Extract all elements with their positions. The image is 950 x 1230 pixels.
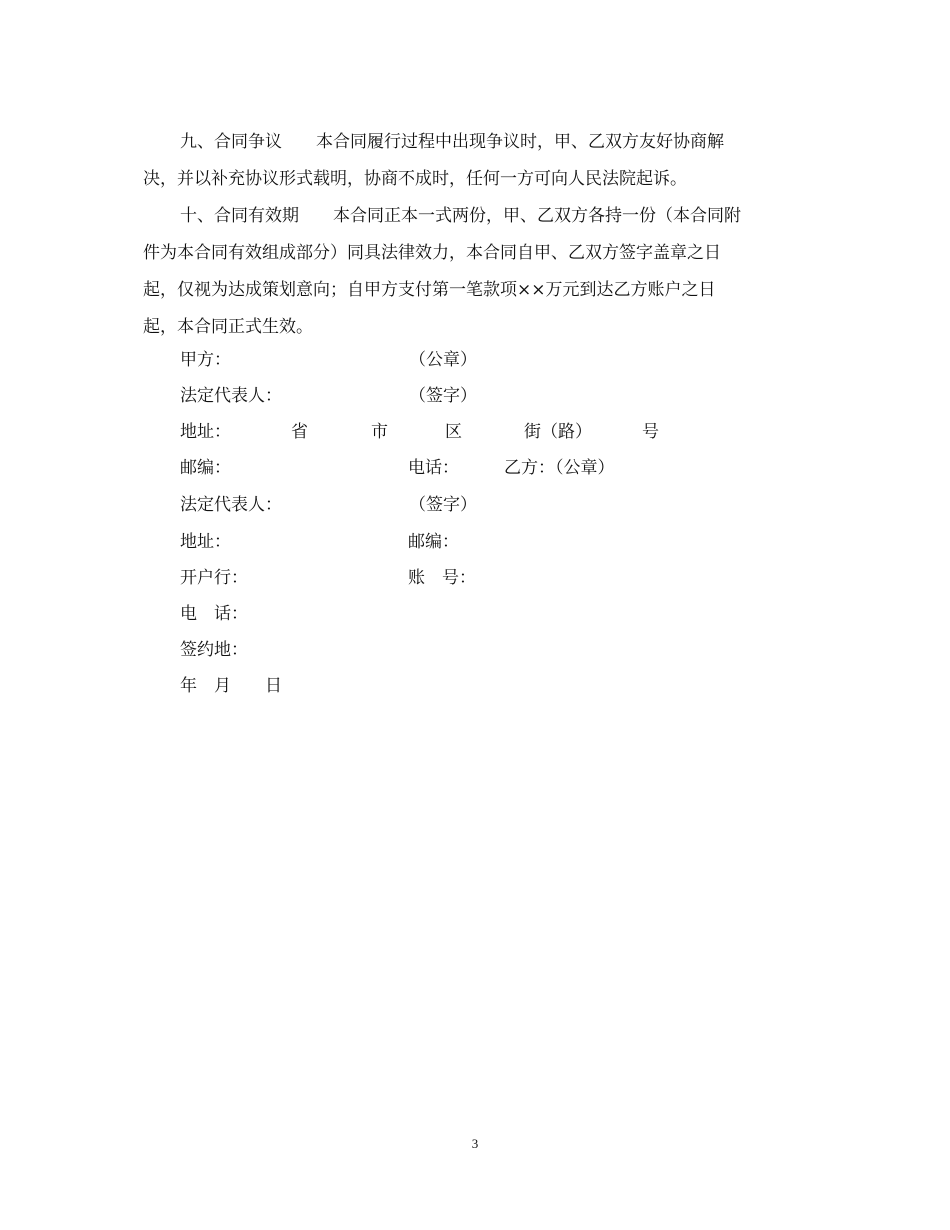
number: 号 (642, 422, 659, 442)
postcode-b-label: 邮编： (408, 532, 459, 552)
date-line: 年 月 日 (180, 676, 282, 696)
province: 省 (291, 422, 308, 442)
address-b-label: 地址： (180, 532, 231, 552)
sign-b: （签字） (409, 495, 477, 515)
clause-line: 起，仅视为达成策划意向；自甲方支付第一笔款项××万元到达乙方账户之日 (143, 280, 716, 300)
account-label: 账 号： (408, 568, 476, 588)
clause-line: 十、合同有效期 本合同正本一式两份，甲、乙双方各持一份（本合同附 (180, 206, 741, 226)
phone-b-label: 电 话： (180, 604, 248, 624)
district: 区 (445, 422, 462, 442)
clause-dispute (143, 124, 813, 198)
city: 市 (371, 422, 388, 442)
clause-validity (143, 198, 813, 346)
rep-b-label: 法定代表人： (180, 495, 282, 515)
sign-place-label: 签约地： (180, 640, 248, 660)
sign-a: （签字） (409, 386, 477, 406)
party-a-seal: （公章） (409, 350, 477, 370)
page-number: 3 (471, 1136, 479, 1151)
party-b-label: 乙方：（公章） (504, 458, 615, 478)
postcode-a-label: 邮编： (180, 458, 231, 478)
phone-a-label: 电话： (408, 458, 459, 478)
clause-line: 起，本合同正式生效。 (143, 317, 313, 337)
clause-line: 件为本合同有效组成部分）同具法律效力，本合同自甲、乙双方签字盖章之日 (143, 243, 721, 263)
bank-label: 开户行： (180, 568, 248, 588)
clause-line: 决，并以补充协议形式载明，协商不成时，任何一方可向人民法院起诉。 (143, 169, 687, 189)
street: 街（路） (524, 422, 592, 442)
rep-a-label: 法定代表人： (180, 386, 282, 406)
clause-line: 九、合同争议 本合同履行过程中出现争议时，甲、乙双方友好协商解 (180, 132, 724, 152)
party-a-label: 甲方： (180, 350, 231, 370)
address-a-label: 地址： (180, 422, 231, 442)
